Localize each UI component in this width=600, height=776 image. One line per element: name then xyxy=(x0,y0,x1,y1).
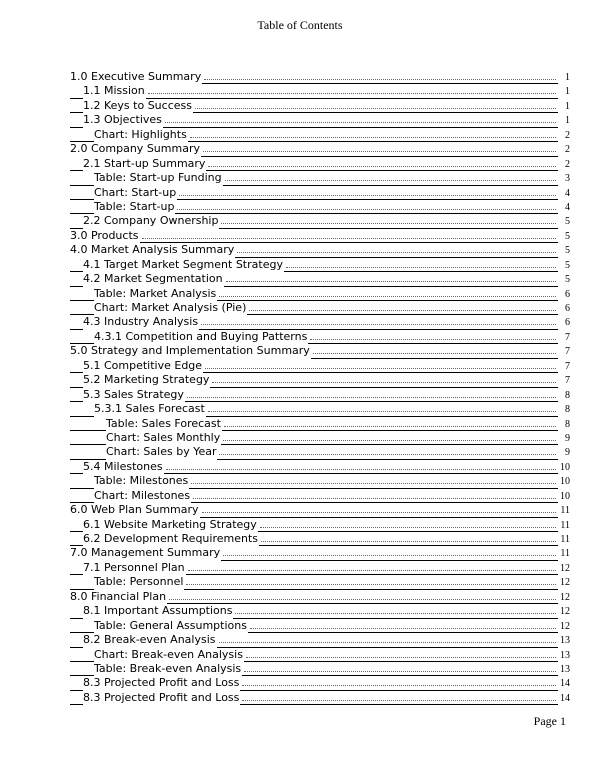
toc-entry[interactable] xyxy=(70,70,570,84)
dot-leader xyxy=(188,561,556,571)
dot-leader xyxy=(186,575,556,585)
toc-entry-page: 6 xyxy=(558,288,570,302)
dot-leader xyxy=(260,518,556,528)
toc-entry-page: 7 xyxy=(558,331,570,345)
toc-entry[interactable] xyxy=(70,157,570,171)
dot-leader xyxy=(205,359,556,369)
toc-entry-page: 9 xyxy=(558,446,570,460)
dot-leader xyxy=(313,344,556,354)
toc-entry-label: 1.0 Executive Summary xyxy=(70,70,202,83)
toc-entry-label: Table: Break-even Analysis xyxy=(94,661,242,675)
toc-entry[interactable] xyxy=(70,503,570,517)
toc-entry-page: 11 xyxy=(558,519,570,533)
table-of-contents xyxy=(70,70,570,705)
toc-entry-label: 1.2 Keys to Success xyxy=(83,98,192,112)
toc-entry-label: Table: Sales Forecast xyxy=(106,416,221,430)
toc-entry-label: 5.2 Marketing Strategy xyxy=(83,373,210,387)
toc-entry-page: 13 xyxy=(558,634,570,648)
toc-entry[interactable] xyxy=(70,604,570,618)
dot-leader xyxy=(204,70,556,80)
toc-entry-page: 6 xyxy=(558,316,570,330)
toc-entry[interactable] xyxy=(70,301,570,315)
dot-leader xyxy=(148,84,556,94)
toc-entry-page: 5 xyxy=(558,215,570,229)
toc-entry[interactable] xyxy=(70,561,570,575)
toc-entry[interactable] xyxy=(70,214,570,228)
toc-entry-page: 7 xyxy=(558,345,570,359)
toc-entry-label: Chart: Start-up xyxy=(94,185,177,199)
toc-entry[interactable] xyxy=(70,546,570,560)
toc-entry[interactable] xyxy=(70,243,570,257)
toc-entry-page: 13 xyxy=(558,649,570,663)
toc-entry[interactable] xyxy=(70,445,570,459)
dot-leader xyxy=(201,315,556,325)
toc-entry-page: 14 xyxy=(558,692,570,706)
dot-leader xyxy=(235,604,556,614)
toc-entry-label: 4.1 Target Market Segment Strategy xyxy=(83,257,283,271)
toc-entry[interactable] xyxy=(70,330,570,344)
toc-entry[interactable] xyxy=(70,662,570,676)
dot-leader xyxy=(242,691,556,701)
dot-leader xyxy=(225,171,556,181)
dot-leader xyxy=(249,301,556,311)
dot-leader xyxy=(203,142,556,152)
toc-entry[interactable] xyxy=(70,287,570,301)
toc-entry[interactable] xyxy=(70,99,570,113)
toc-entry[interactable] xyxy=(70,402,570,416)
toc-entry-label: 8.2 Break-even Analysis xyxy=(83,633,216,647)
toc-entry-label: 7.0 Management Summary xyxy=(70,546,221,560)
toc-entry-label: 8.3 Projected Profit and Loss xyxy=(83,676,240,690)
toc-entry-label: 6.1 Website Marketing Strategy xyxy=(83,517,257,531)
toc-entry-label: Table: General Assumptions xyxy=(94,618,247,632)
toc-entry-page: 2 xyxy=(558,143,570,157)
toc-entry-label: Chart: Market Analysis (Pie) xyxy=(94,301,247,314)
toc-entry[interactable] xyxy=(70,648,570,662)
toc-entry-label: 7.1 Personnel Plan xyxy=(83,560,185,574)
toc-entry-page: 6 xyxy=(558,302,570,316)
toc-entry-label: Chart: Milestones xyxy=(94,488,191,502)
toc-entry-page: 12 xyxy=(558,620,570,634)
toc-entry-label: 6.0 Web Plan Summary xyxy=(70,503,199,517)
toc-entry[interactable] xyxy=(70,373,570,387)
page-title: Table of Contents xyxy=(257,18,343,32)
toc-entry[interactable] xyxy=(70,590,570,604)
toc-entry-label: 4.0 Market Analysis Summary xyxy=(70,243,235,257)
dot-leader xyxy=(242,676,556,686)
dot-leader xyxy=(169,590,556,600)
toc-entry[interactable] xyxy=(70,532,570,546)
dot-leader xyxy=(187,388,556,398)
toc-entry-label: Table: Personnel xyxy=(94,575,184,589)
toc-entry-page: 9 xyxy=(558,432,570,446)
toc-entry-label: 6.2 Development Requirements xyxy=(83,532,259,545)
toc-entry[interactable] xyxy=(70,691,570,705)
toc-entry[interactable] xyxy=(70,460,570,474)
toc-entry-page: 5 xyxy=(558,230,570,244)
toc-entry[interactable] xyxy=(70,417,570,431)
dot-leader xyxy=(208,402,556,412)
toc-entry-label: Chart: Highlights xyxy=(94,127,187,141)
dot-leader xyxy=(193,489,556,499)
toc-entry-page: 8 xyxy=(558,403,570,417)
toc-entry[interactable] xyxy=(70,489,570,503)
toc-entry-page: 4 xyxy=(558,201,570,215)
toc-entry-page: 3 xyxy=(558,172,570,186)
dot-leader xyxy=(246,648,556,658)
toc-entry-page: 12 xyxy=(558,576,570,590)
toc-entry[interactable] xyxy=(70,258,570,272)
toc-entry-label: Table: Start-up Funding xyxy=(94,171,222,185)
toc-entry-page: 10 xyxy=(558,461,570,475)
toc-entry-label: 5.0 Strategy and Implementation Summary xyxy=(70,344,310,358)
toc-entry-page: 13 xyxy=(558,663,570,677)
dot-leader xyxy=(237,243,556,253)
dot-leader xyxy=(286,258,556,268)
toc-entry[interactable] xyxy=(70,315,570,329)
dot-leader xyxy=(221,214,556,224)
toc-entry-label: 5.3 Sales Strategy xyxy=(83,387,184,401)
toc-entry[interactable] xyxy=(70,676,570,690)
dot-leader xyxy=(191,474,556,484)
toc-entry[interactable] xyxy=(70,575,570,589)
toc-entry-page: 5 xyxy=(558,273,570,287)
dot-leader xyxy=(219,633,557,643)
toc-entry-page: 10 xyxy=(558,475,570,489)
toc-entry-label: 4.3 Industry Analysis xyxy=(83,315,199,329)
toc-entry-page: 11 xyxy=(558,547,570,561)
dot-leader xyxy=(261,532,556,542)
toc-entry-label: 2.2 Company Ownership xyxy=(83,214,219,228)
toc-entry-label: 1.1 Mission xyxy=(83,84,145,98)
toc-entry-page: 2 xyxy=(558,129,570,143)
toc-entry-label: Table: Market Analysis xyxy=(94,286,217,300)
toc-entry[interactable] xyxy=(70,272,570,286)
toc-entry-page: 7 xyxy=(558,374,570,388)
toc-entry[interactable] xyxy=(70,431,570,445)
toc-entry[interactable] xyxy=(70,518,570,532)
dot-leader xyxy=(208,157,556,167)
toc-entry-page: 12 xyxy=(558,591,570,605)
toc-entry-page: 10 xyxy=(558,490,570,504)
toc-entry[interactable] xyxy=(70,128,570,142)
dot-leader xyxy=(212,373,556,383)
dot-leader xyxy=(224,417,556,427)
toc-entry-label: Chart: Sales Monthly xyxy=(106,430,221,444)
toc-entry[interactable] xyxy=(70,229,570,243)
toc-entry-page: 8 xyxy=(558,418,570,432)
toc-entry-page: 1 xyxy=(558,85,570,99)
toc-entry[interactable] xyxy=(70,633,570,647)
toc-entry-label: 8.1 Important Assumptions xyxy=(83,604,233,618)
page-number-footer: Page 1 xyxy=(533,714,566,728)
toc-entry-label: Chart: Sales by Year xyxy=(106,445,217,459)
toc-entry-page: 8 xyxy=(558,389,570,403)
toc-entry-page: 1 xyxy=(558,71,570,85)
toc-entry[interactable] xyxy=(70,200,570,214)
toc-entry-label: 2.1 Start-up Summary xyxy=(83,156,206,170)
toc-entry-label: 4.3.1 Competition and Buying Patterns xyxy=(94,329,308,343)
toc-entry-label: Chart: Break-even Analysis xyxy=(94,647,243,661)
toc-entry[interactable] xyxy=(70,84,570,98)
dot-leader xyxy=(226,272,556,282)
toc-entry-label: Table: Start-up xyxy=(94,199,175,213)
toc-entry-page: 2 xyxy=(558,158,570,172)
toc-entry-label: 1.3 Objectives xyxy=(83,113,162,127)
toc-entry-label: 5.3.1 Sales Forecast xyxy=(94,402,205,416)
dot-leader xyxy=(223,546,556,556)
toc-entry-page: 1 xyxy=(558,114,570,128)
toc-entry-page: 4 xyxy=(558,187,570,201)
toc-entry[interactable] xyxy=(70,171,570,185)
toc-entry-page: 12 xyxy=(558,562,570,576)
toc-entry-label: 3.0 Products xyxy=(70,228,139,242)
toc-entry-label: 8.3 Projected Profit and Loss xyxy=(83,690,240,704)
toc-entry-label: 5.1 Competitive Edge xyxy=(83,358,203,372)
dot-leader xyxy=(202,503,556,513)
dot-leader xyxy=(223,431,556,441)
toc-entry-label: 4.2 Market Segmentation xyxy=(83,272,223,286)
toc-entry-label: 8.0 Financial Plan xyxy=(70,589,167,603)
dot-leader xyxy=(219,445,556,455)
toc-entry-page: 5 xyxy=(558,259,570,273)
dot-leader xyxy=(142,229,557,239)
toc-entry[interactable] xyxy=(70,359,570,373)
toc-entry[interactable] xyxy=(70,186,570,200)
toc-entry[interactable] xyxy=(70,113,570,127)
toc-entry-page: 7 xyxy=(558,360,570,374)
toc-entry-page: 12 xyxy=(558,605,570,619)
toc-entry-page: 1 xyxy=(558,100,570,114)
toc-entry-label: Table: Milestones xyxy=(94,474,189,488)
dot-leader xyxy=(165,113,556,123)
toc-entry-label: 2.0 Company Summary xyxy=(70,142,200,156)
dot-leader xyxy=(177,200,556,210)
dot-leader xyxy=(190,128,556,138)
dot-leader xyxy=(244,662,556,672)
toc-entry-page: 5 xyxy=(558,244,570,258)
toc-entry-page: 11 xyxy=(558,533,570,547)
toc-entry[interactable] xyxy=(70,388,570,402)
toc-entry[interactable] xyxy=(70,142,570,156)
dot-leader xyxy=(195,99,556,109)
toc-entry-label: 5.4 Milestones xyxy=(83,459,163,473)
toc-entry[interactable] xyxy=(70,619,570,633)
dot-leader xyxy=(310,330,556,340)
toc-entry[interactable] xyxy=(70,474,570,488)
toc-entry-page: 11 xyxy=(558,504,570,518)
dot-leader xyxy=(166,460,556,470)
dot-leader xyxy=(179,186,556,196)
toc-entry[interactable] xyxy=(70,344,570,358)
dot-leader xyxy=(219,287,556,297)
toc-entry-page: 14 xyxy=(558,677,570,691)
dot-leader xyxy=(250,619,556,629)
